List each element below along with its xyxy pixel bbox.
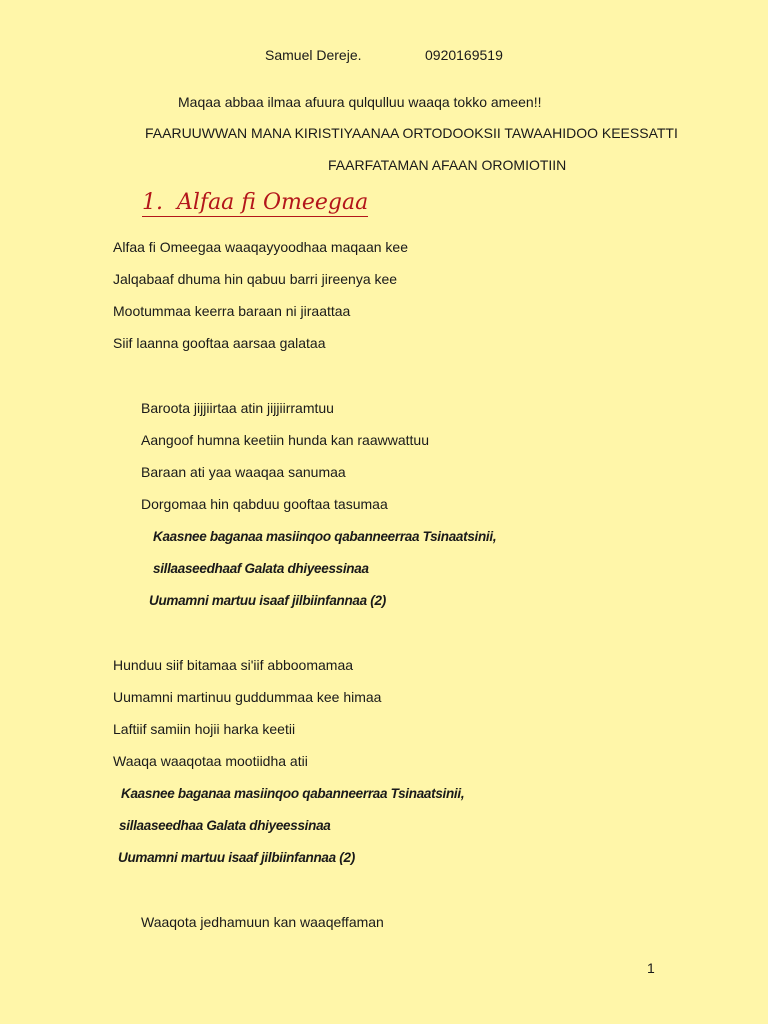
author-name: Samuel Dereje.	[265, 47, 362, 63]
lyric-line: Jalqabaaf dhuma hin qabuu barri jireenya kee	[113, 271, 398, 287]
chorus-line: Uumamni martuu isaaf jilbiinfannaa (2)	[149, 593, 386, 608]
chorus-line: Kaasnee baganaa masiinqoo qabanneerraa Tsinaatsinii,	[153, 529, 497, 544]
lyric-line: Waaqa waaqotaa mootiidha atii	[113, 753, 308, 769]
lyric-line: Aangoof humna keetiin hunda kan raawwattuu	[141, 432, 429, 448]
intro-line-2: FAARUUWWAN MANA KIRISTIYAANAA ORTODOOKSII TAWAAHIDOO KEESSATTI	[145, 125, 678, 141]
page-number: 1	[647, 960, 655, 976]
lyric-line: Baraan ati yaa waaqaa sanumaa	[141, 464, 346, 480]
chorus-line: sillaaseedhaa Galata dhiyeessinaa	[119, 818, 331, 833]
lyric-line: Baroota jijjiirtaa atin jijjiirramtuu	[141, 400, 334, 416]
chorus-line: Kaasnee baganaa masiinqoo qabanneerraa Tsinaatsinii,	[121, 786, 465, 801]
lyric-line: Uumamni martinuu guddummaa kee himaa	[113, 689, 382, 705]
song-title-text: Alfaa fi Omeegaa	[177, 190, 369, 215]
lyric-line: Laftiif samiin hojii harka keetii	[113, 721, 296, 737]
lyric-line: Siif laanna gooftaa aarsaa galataa	[113, 335, 326, 351]
lyric-line: Dorgomaa hin qabduu gooftaa tasumaa	[141, 496, 388, 512]
lyric-line: Mootummaa keerra baraan ni jiraattaa	[113, 303, 351, 319]
author-phone: 0920169519	[425, 47, 503, 63]
chorus-line: sillaaseedhaaf Galata dhiyeessinaa	[153, 561, 369, 576]
intro-line-3: FAARFATAMAN AFAAN OROMIOTIIN	[328, 157, 567, 173]
chorus-line: Uumamni martuu isaaf jilbiinfannaa (2)	[118, 850, 355, 865]
song-title	[142, 190, 368, 217]
lyric-line: Alfaa fi Omeegaa waaqayyoodhaa maqaan kee	[113, 239, 408, 255]
song-number: 1.	[142, 190, 163, 215]
intro-line-1: Maqaa abbaa ilmaa afuura qulqulluu waaqa tokko ameen!!	[178, 94, 542, 110]
lyric-line: Hunduu siif bitamaa si'iif abboomamaa	[113, 657, 354, 673]
lyric-line: Waaqota jedhamuun kan waaqeffaman	[141, 914, 384, 930]
